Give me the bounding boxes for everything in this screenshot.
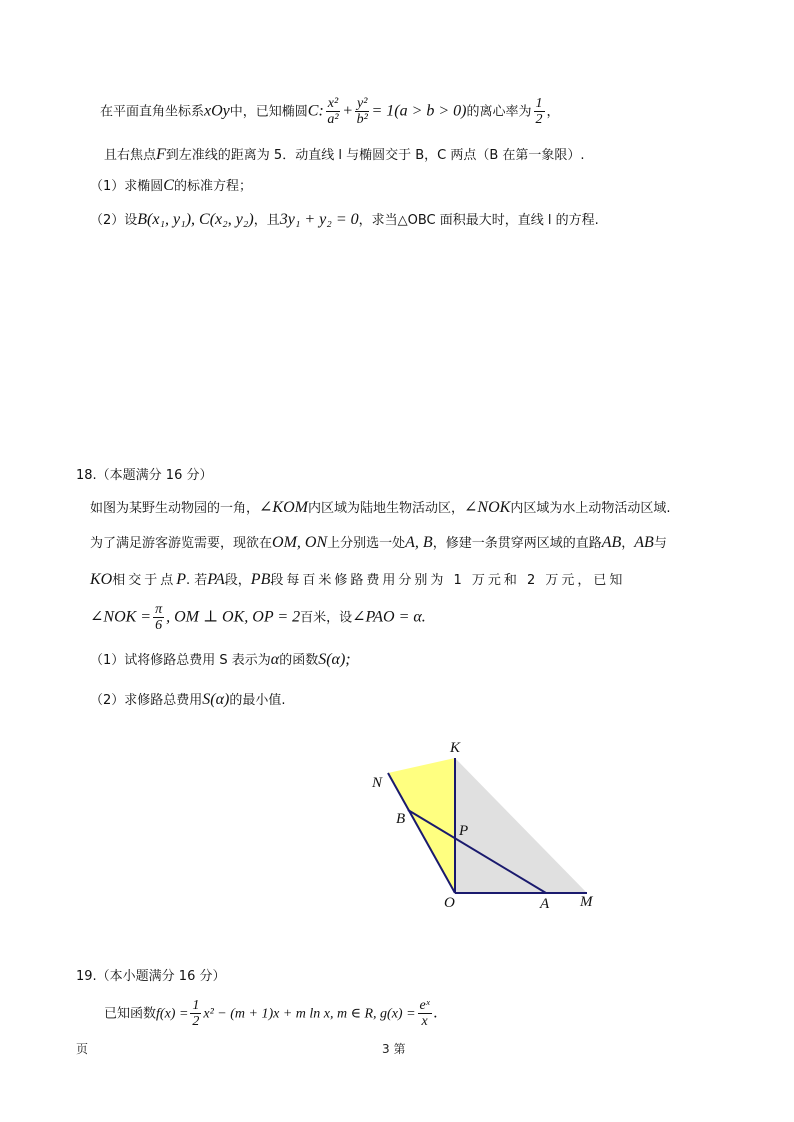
label-A: A: [540, 896, 550, 912]
text: 到左准线的距离为 5．动直线 l 与椭圆交于 B，C 两点（B 在第一象限）.: [165, 148, 585, 163]
text: ，修建一条贯穿两区域的直路: [432, 536, 602, 551]
text: （1）求椭圆: [90, 179, 164, 194]
math: ∠KOM: [259, 499, 308, 516]
p18-line1: [90, 498, 670, 519]
text: （1）试将修路总费用 S 表示为: [90, 653, 271, 668]
text: 为了满足游客游览需要，现欲在: [90, 536, 273, 551]
text: 段每百米修路费用分别为 1 万元和 2 万元，已知: [270, 573, 626, 588]
text: 内区域为水上动物活动区域.: [510, 501, 671, 516]
label-K: K: [450, 740, 461, 756]
math: PB: [250, 571, 271, 588]
math: f(x) =: [156, 1006, 189, 1022]
text: 的标准方程；: [173, 179, 252, 194]
math: 3y₁ + y₂ = 0: [279, 211, 359, 228]
text: 中，已知椭圆: [229, 104, 308, 120]
p18-question2: [90, 690, 285, 711]
math: x² − (m + 1)x + m ln x, m ∈ R, g(x) =: [203, 1006, 416, 1022]
math: ∠NOK =: [90, 608, 152, 626]
footer-page-number: 3 第: [382, 1042, 406, 1056]
math: C: [163, 177, 174, 194]
math: ∠PAO = α.: [352, 608, 426, 626]
math: α: [270, 651, 280, 668]
math: AB: [634, 534, 654, 551]
p18-line4: [90, 602, 426, 634]
footer-left: 页: [76, 1042, 89, 1056]
text: 上分别选一处: [327, 536, 406, 551]
fraction: $\frac{\text{eˣ}}{x}$: [419, 998, 430, 1029]
p19-header: 19.（本小题满分 16 分）: [76, 969, 226, 984]
text: ，且: [253, 213, 280, 228]
math: AB: [601, 534, 622, 551]
text: 内区域为陆地生物活动区，: [307, 501, 464, 516]
math: , OM ⊥ OK, OP = 2: [166, 608, 301, 626]
p17-question2: [90, 210, 599, 231]
math: xOy: [204, 102, 230, 120]
math: S(α);: [318, 651, 351, 668]
label-O: O: [444, 895, 455, 911]
text: 百米，设: [300, 610, 353, 626]
math: PA: [207, 571, 225, 588]
p17-question1: [90, 176, 252, 197]
math: ∠NOK: [464, 499, 511, 516]
text: . 若: [186, 573, 208, 588]
math: B(x₁, y₁), C(x₂, y₂): [137, 211, 254, 228]
text: ，: [546, 104, 560, 120]
land-region: [455, 758, 587, 893]
text: 相交于点: [112, 573, 177, 588]
math: .: [433, 1004, 438, 1022]
math: A, B: [405, 534, 433, 551]
math: S(α): [202, 691, 230, 708]
text: 的离心率为: [466, 104, 532, 120]
fraction: $\frac{\text{y²}}{\text{b²}}$: [356, 96, 368, 127]
text: 的函数: [279, 653, 319, 668]
text: 与: [653, 536, 667, 551]
fraction: $\frac{\text{x²}}{\text{a²}}$: [327, 96, 339, 127]
text: 如图为某野生动物园的一角，: [90, 501, 260, 516]
text: （2）设: [90, 213, 138, 228]
math: P: [176, 571, 187, 588]
fraction: $\frac{1}{2}$: [535, 96, 543, 127]
label-M: M: [580, 894, 593, 910]
p18-header: 18.（本题满分 16 分）: [76, 468, 213, 483]
fraction: $\frac{\pi}{6}$: [155, 602, 163, 633]
text: 且右焦点: [104, 148, 157, 163]
p17-line1: 在平面直角坐标系xOy中，已知椭圆C: $\frac{\text{x²}}{\text{a²}}$ + $\frac{\text{y²}}{\text{b²}}$ = 1(a > b > 0)的离心率为 $\frac{1}{2}$ ，: [100, 96, 560, 127]
text: 段，: [224, 573, 251, 588]
p18-question1: [90, 650, 351, 671]
math: F: [156, 146, 166, 163]
p18-line3: [90, 570, 625, 591]
text: ，: [621, 536, 635, 551]
p17-line2: [104, 145, 585, 166]
geometry-figure: [0, 730, 794, 930]
label-P: P: [459, 823, 469, 839]
text: 在平面直角坐标系: [100, 104, 205, 120]
text: 已知函数: [104, 1006, 157, 1022]
p19-line1: [104, 998, 438, 1030]
math: = 1(a > b > 0): [371, 102, 467, 120]
math: KO: [90, 571, 113, 588]
fraction: $\frac{1}{2}$: [192, 998, 200, 1029]
p18-line2: [90, 533, 667, 554]
math: C: [307, 102, 319, 120]
text: （2）求修路总费用: [90, 693, 203, 708]
math: OM, ON: [272, 534, 328, 551]
text: 的最小值.: [229, 693, 286, 708]
text: ，求当△OBC 面积最大时，直线 l 的方程.: [358, 213, 599, 228]
label-B: B: [396, 811, 406, 827]
label-N: N: [372, 775, 383, 791]
